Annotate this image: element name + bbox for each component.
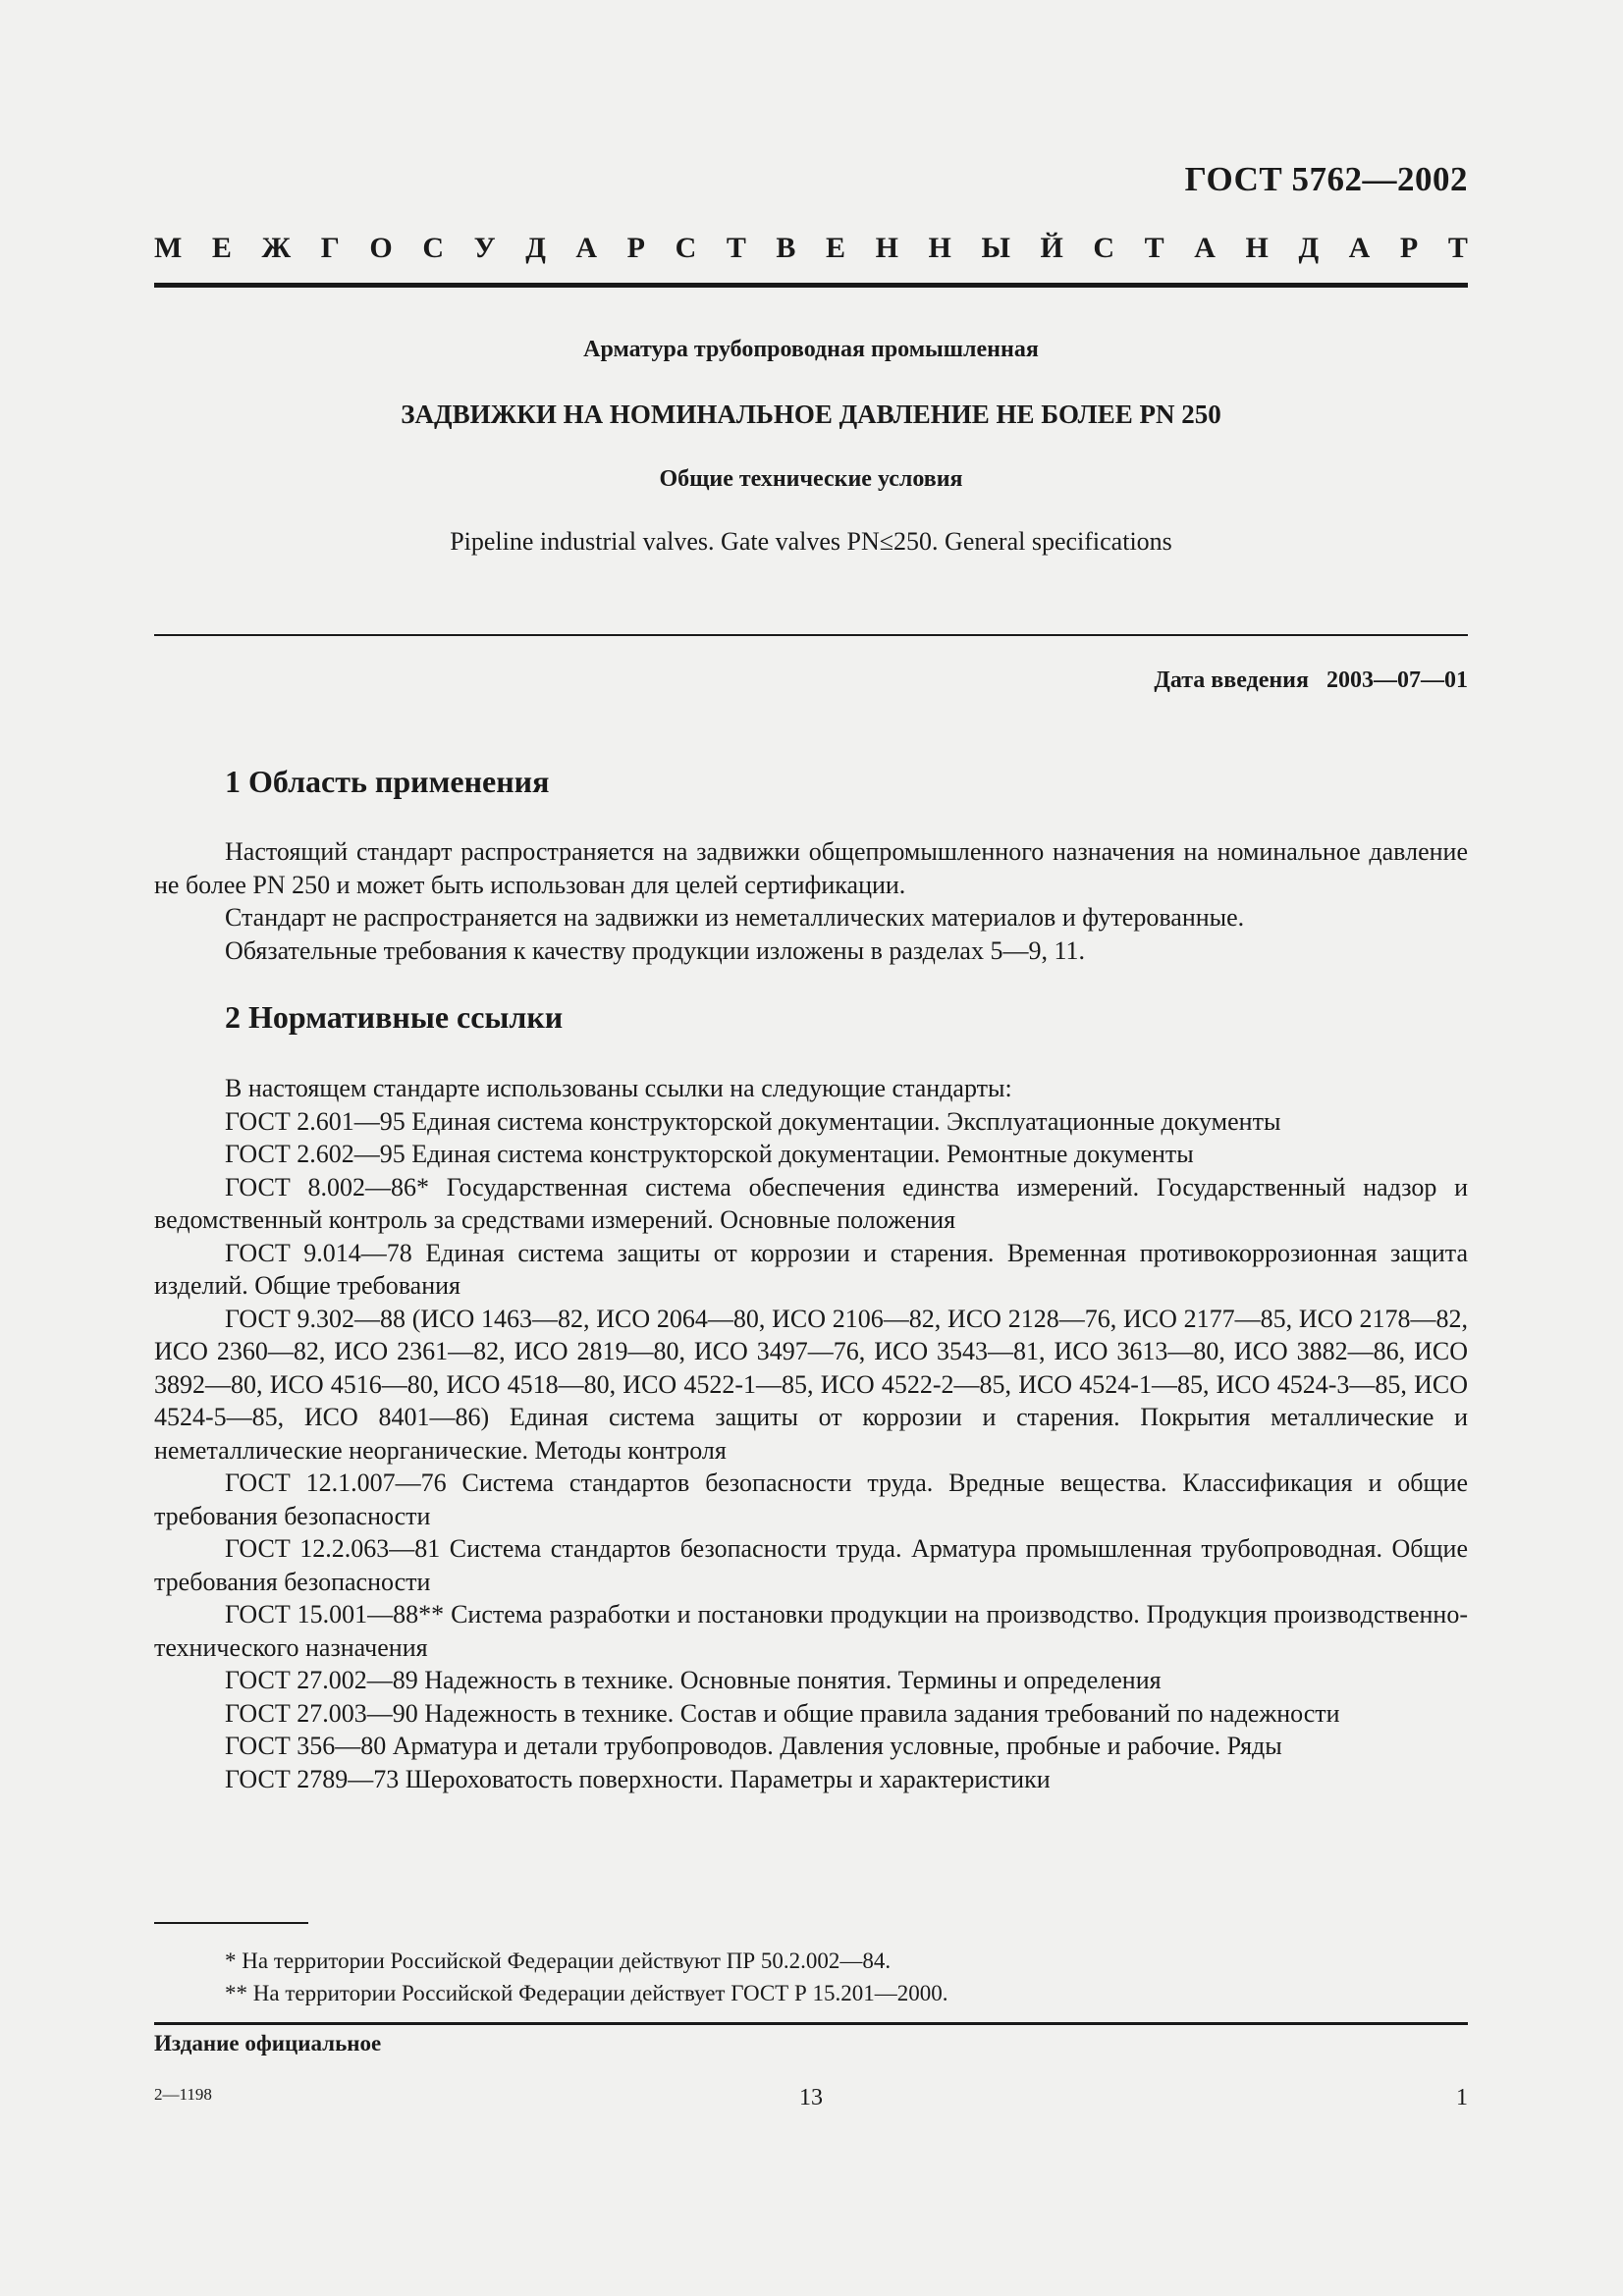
order-code: 2—1198	[154, 2085, 212, 2104]
introduction-date	[1154, 667, 1468, 694]
banner-letter: Т	[1144, 232, 1164, 264]
document-title: ЗАДВИЖКИ НА НОМИНАЛЬНОЕ ДАВЛЕНИЕ НЕ БОЛЕЕ PN 250	[401, 400, 1221, 429]
page-number: 1	[1456, 2085, 1468, 2110]
header-divider	[154, 283, 1468, 288]
reference-item: ГОСТ 12.1.007—76 Система стандартов безопасности труда. Вредные вещества. Классификация и общие требования безопасности	[154, 1468, 1468, 1530]
section-references-body	[154, 1072, 1468, 1795]
section-heading-references: 2 Нормативные ссылки	[225, 999, 564, 1035]
banner-letter: У	[473, 232, 496, 264]
reference-item: ГОСТ 27.003—90 Надежность в технике. Состав и общие правила задания требований по надежности	[225, 1698, 1340, 1728]
banner-letter: А	[575, 232, 598, 264]
banner-letter: Й	[1040, 232, 1063, 264]
banner-letter: Т	[726, 232, 746, 264]
document-subtitle: Арматура трубопроводная промышленная	[583, 337, 1039, 362]
banner-letter: Н	[928, 232, 951, 264]
footer-divider	[154, 2022, 1468, 2025]
banner-letter: Е	[826, 232, 846, 264]
english-title: Pipeline industrial valves. Gate valves PN≤250. General specifications	[450, 527, 1172, 556]
interstate-standard-banner	[154, 234, 1468, 263]
paragraph: Стандарт не распространяется на задвижки из неметаллических материалов и футерованные.	[225, 903, 1245, 932]
print-number: 13	[799, 2085, 823, 2110]
introduction-date-value: 2003—07—01	[1326, 667, 1468, 693]
banner-letter: В	[776, 232, 796, 264]
banner-letter: А	[1194, 232, 1216, 264]
banner-letter: Д	[525, 232, 546, 264]
banner-letter: О	[369, 232, 393, 264]
document-subtitle-conditions: Общие технические условия	[659, 466, 963, 492]
banner-letter: М	[154, 232, 183, 264]
banner-letter: Г	[320, 232, 340, 264]
paragraph: Обязательные требования к качеству продукции изложены в разделах 5—9, 11.	[225, 935, 1086, 965]
reference-item: ГОСТ 2.602—95 Единая система конструкторской документации. Ремонтные документы	[225, 1140, 1194, 1168]
reference-item: ГОСТ 356—80 Арматура и детали трубопроводов. Давления условные, пробные и рабочие. Ряды	[225, 1732, 1282, 1760]
reference-item: ГОСТ 2.601—95 Единая система конструкторской документации. Эксплуатационные документы	[225, 1106, 1281, 1136]
reference-item: ГОСТ 9.302—88 (ИСО 1463—82, ИСО 2064—80, ИСО 2106—82, ИСО 2128—76, ИСО 2177—85, ИСО 2178—82, ИСО 2360—82, ИСО 2361—82, ИСО 2819—80, ИСО 3497—76, ИСО 3543—81, ИСО 3613—80, ИСО 3882—86, ИСО 3892—80, ИСО 4516—80, ИСО 4518—80, ИСО 4522-1—85, ИСО 4522-2—85, ИСО 4524-1—85, ИСО 4524-3—85, ИСО 4524-5—85, ИСО 8401—86) Единая система защиты от коррозии и старения. Покрытия металлические и неметаллические неорганические. Методы контроля	[154, 1304, 1468, 1465]
banner-letter: Р	[626, 232, 645, 264]
banner-letter: Т	[1447, 232, 1468, 264]
banner-letter: Ж	[261, 232, 292, 264]
title-divider	[154, 634, 1468, 636]
banner-letter: С	[675, 232, 697, 264]
footnote: * На территории Российской Федерации действуют ПР 50.2.002—84.	[225, 1949, 892, 1973]
banner-letter: С	[1093, 232, 1115, 264]
banner-letter: Ы	[981, 232, 1010, 264]
section-heading-scope: 1 Область применения	[225, 764, 550, 799]
paragraph: В настоящем стандарте использованы ссылки на следующие стандарты:	[225, 1074, 1012, 1102]
reference-item: ГОСТ 2789—73 Шероховатость поверхности. Параметры и характеристики	[225, 1764, 1051, 1793]
edition-label: Издание официальное	[154, 2031, 382, 2056]
banner-letter: Р	[1399, 232, 1419, 264]
reference-item: ГОСТ 9.014—78 Единая система защиты от коррозии и старения. Временная противокоррозионная защита изделий. Общие требования	[154, 1238, 1468, 1300]
standard-number: ГОСТ 5762—2002	[1184, 160, 1468, 198]
reference-item: ГОСТ 15.001—88** Система разработки и постановки продукции на производство. Продукция производственно-технического назначения	[154, 1600, 1468, 1662]
introduction-date-label: Дата введения	[1154, 667, 1309, 693]
banner-letter: Н	[1245, 232, 1269, 264]
banner-letter: Н	[875, 232, 898, 264]
banner-letter: А	[1348, 232, 1371, 264]
footnote: ** На территории Российской Федерации действует ГОСТ Р 15.201—2000.	[225, 1981, 948, 2005]
banner-letter: С	[422, 232, 445, 264]
footnote-divider	[154, 1922, 308, 1924]
paragraph: Настоящий стандарт распространяется на задвижки общепромышленного назначения на номинальное давление не более PN 250 и может быть использован для целей сертификации.	[154, 837, 1468, 899]
reference-item: ГОСТ 12.2.063—81 Система стандартов безопасности труда. Арматура промышленная трубопроводная. Общие требования безопасности	[154, 1534, 1468, 1596]
banner-letter: Е	[211, 232, 232, 264]
reference-item: ГОСТ 27.002—89 Надежность в технике. Основные понятия. Термины и определения	[225, 1666, 1162, 1694]
footnotes	[225, 1945, 1468, 2009]
section-scope-body	[154, 835, 1468, 967]
banner-letter: Д	[1298, 232, 1320, 264]
reference-item: ГОСТ 8.002—86* Государственная система обеспечения единства измерений. Государственный надзор и ведомственный контроль за средствами измерений. Основные положения	[154, 1172, 1468, 1234]
